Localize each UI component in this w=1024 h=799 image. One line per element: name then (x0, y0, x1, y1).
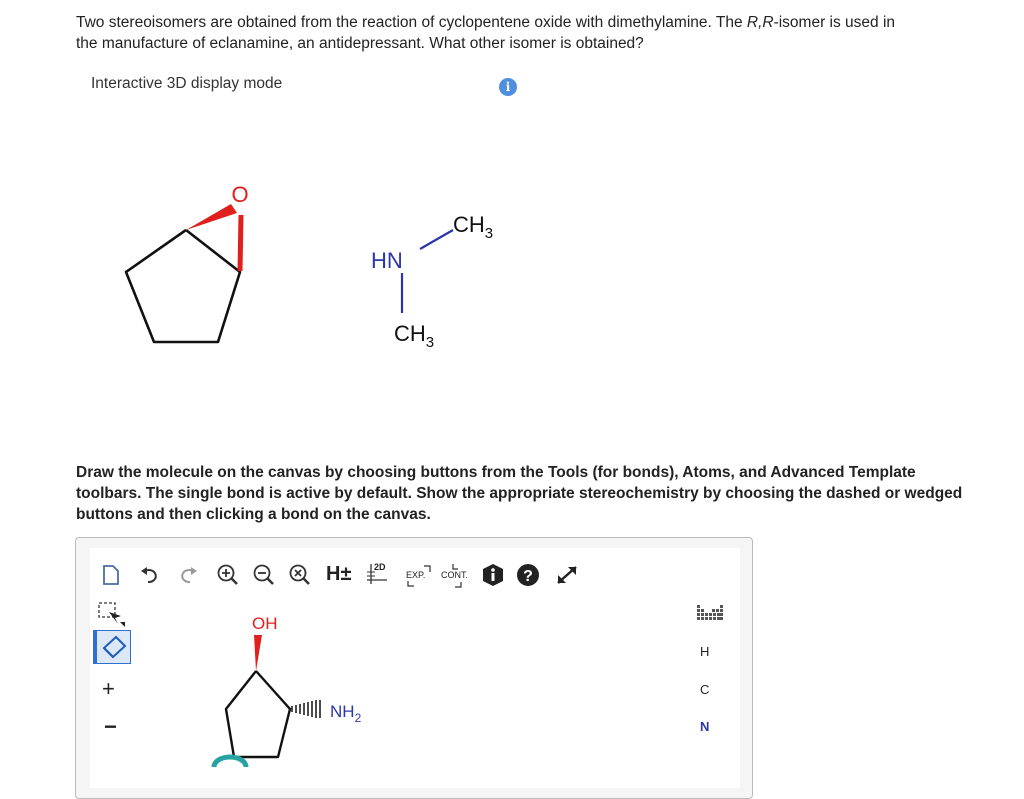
charge-plus-button[interactable]: + (102, 676, 115, 701)
undo-icon[interactable] (140, 566, 160, 584)
atom-toolbar (690, 598, 730, 767)
help-icon[interactable] (516, 563, 540, 587)
question-line1-pre: Two stereoisomers are obtained from the reaction of cyclopentene oxide with dimethylamine. The (76, 14, 747, 31)
atom-button-h[interactable]: H (700, 644, 710, 659)
side-toolbar (90, 596, 134, 767)
selection-tool-icon[interactable] (98, 602, 126, 628)
periodic-table-icon[interactable] (696, 604, 724, 622)
zoom-in-icon[interactable] (216, 563, 240, 587)
charge-minus-button[interactable]: − (104, 714, 117, 739)
canvas-partial-circle (214, 757, 246, 767)
contract-label: CONT. (441, 570, 468, 580)
editor-toolbar (92, 560, 592, 590)
info-icon[interactable]: i (499, 78, 517, 96)
amine-ch3-bottom-sub: 3 (425, 334, 435, 351)
svg-text:CH3 (453, 212, 493, 242)
svg-text:NH2 (330, 702, 362, 725)
expand-label: EXP. (406, 570, 426, 580)
amine-ch3-top-sub: 3 (484, 225, 494, 242)
eraser-icon (101, 635, 127, 659)
display-mode-label[interactable]: Interactive 3D display mode (91, 75, 283, 92)
new-document-icon[interactable] (102, 564, 120, 586)
expand-button[interactable] (406, 564, 436, 588)
question-line1-italic: R,R (746, 14, 774, 31)
clean-2d-label: 2D (374, 562, 386, 572)
dimethylamine (371, 212, 493, 351)
svg-text:?: ? (523, 568, 533, 585)
amine-hn-label: HN (371, 248, 403, 273)
zoom-reset-icon[interactable] (288, 563, 312, 587)
reactants-drawing (100, 170, 560, 390)
canvas-oh-label: OH (252, 614, 278, 633)
redo-icon[interactable] (178, 566, 198, 584)
contract-button[interactable] (441, 564, 473, 588)
amine-ch3-bottom-label: CH (394, 321, 426, 346)
drawing-instructions: Draw the molecule on the canvas by choosing buttons from the Tools (for bonds), Atoms, and Advanced Template toolbars. The single bond is active by default. Show the appropriate stereochemistry by choosing the dashed or wedged buttons and then clicking a bond on the canvas. (76, 464, 963, 523)
zoom-out-icon[interactable] (252, 563, 276, 587)
canvas-nh2-sub: 2 (354, 711, 362, 725)
clean-2d-button[interactable] (366, 562, 392, 586)
question-line2: the manufacture of eclanamine, an antidepressant. What other isomer is obtained? (76, 35, 644, 52)
fullscreen-icon[interactable] (554, 563, 580, 587)
cyclopentene-oxide (126, 182, 249, 342)
eraser-tool-button[interactable] (93, 630, 131, 664)
atom-button-n[interactable]: N (700, 719, 710, 734)
drawn-molecule (226, 614, 362, 757)
svg-text:CH3 (394, 321, 434, 351)
question-line1-post: -isomer is used in (773, 14, 896, 31)
about-icon[interactable] (482, 563, 504, 587)
question-text (76, 12, 976, 54)
canvas-nh2-label: NH (330, 702, 355, 721)
h-toggle-button[interactable]: H± (326, 563, 352, 585)
canvas-drawing (200, 605, 400, 767)
amine-ch3-top-label: CH (453, 212, 485, 237)
epoxide-oxygen-label: O (231, 182, 249, 207)
atom-button-c[interactable]: C (700, 682, 710, 697)
